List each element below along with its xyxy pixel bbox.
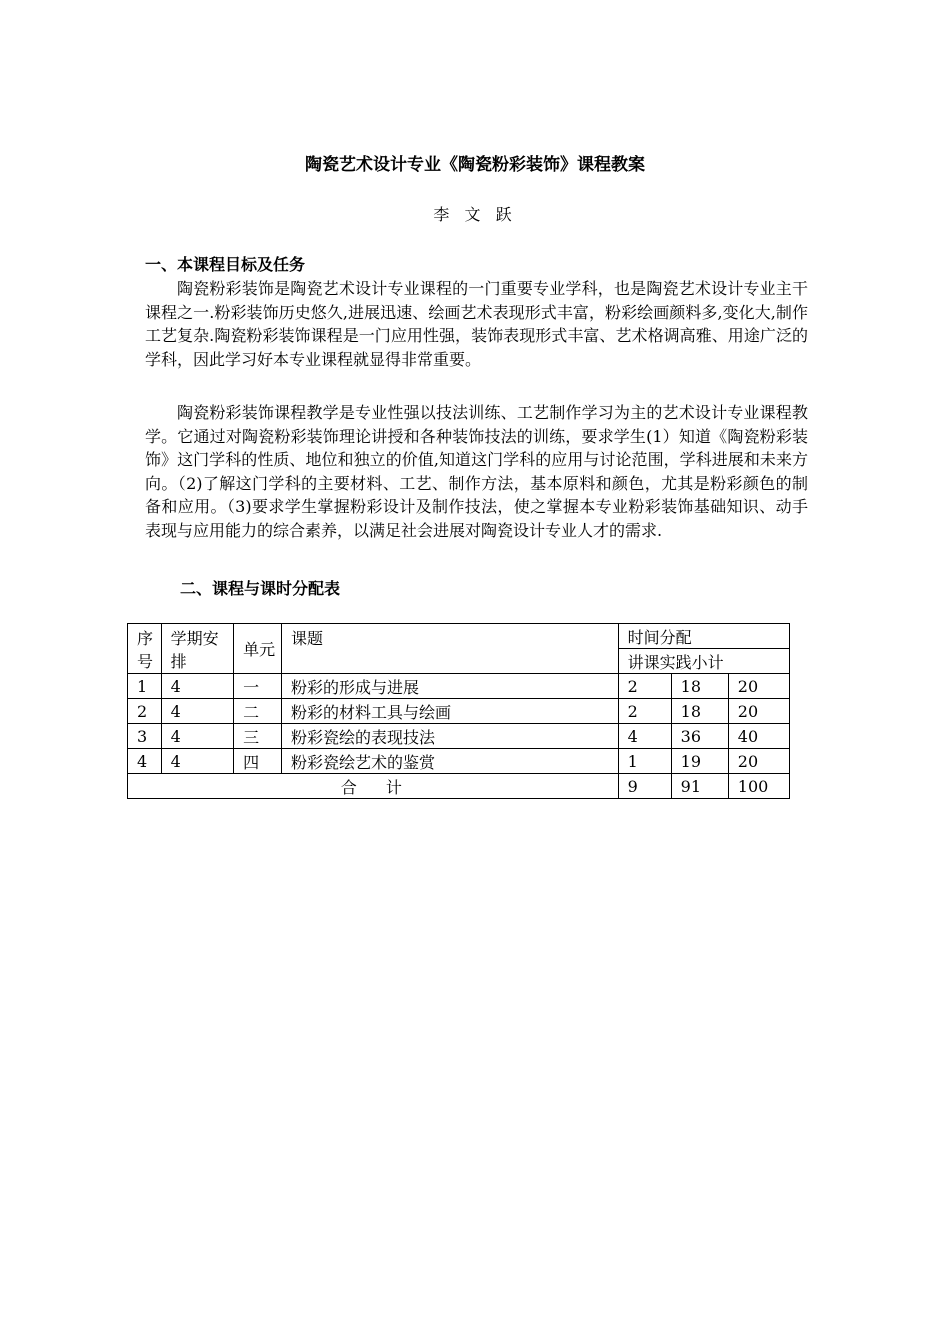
total-subtotal: 100 — [728, 774, 789, 799]
total-label: 合 计 — [128, 774, 619, 799]
schedule-table — [127, 623, 790, 799]
cell-lecture: 1 — [618, 749, 671, 774]
cell-topic: 粉彩的形成与进展 — [282, 674, 619, 699]
cell-practice: 18 — [671, 699, 728, 724]
section-heading-goals: 一、本课程目标及任务 — [145, 255, 306, 274]
table-row — [128, 724, 790, 749]
cell-topic: 粉彩的材料工具与绘画 — [282, 699, 619, 724]
cell-term: 4 — [161, 724, 233, 749]
cell-topic: 粉彩瓷绘的表现技法 — [282, 724, 619, 749]
table-header-row — [128, 624, 790, 649]
total-practice: 91 — [671, 774, 728, 799]
cell-seq: 1 — [128, 674, 162, 699]
cell-term: 4 — [161, 674, 233, 699]
document-title: 陶瓷艺术设计专业《陶瓷粉彩装饰》课程教案 — [305, 155, 645, 175]
header-term: 学期安排 — [161, 624, 233, 674]
paragraph-teaching: 陶瓷粉彩装饰课程教学是专业性强以技法训练、工艺制作学习为主的艺术设计专业课程教学。它通过对陶瓷粉彩装饰理论讲授和各种装饰技法的训练，要求学生(1）知道《陶瓷粉彩装饰》这门学科的性质、地位和独立的价值,知道这门学科的应用与讨论范围，学科进展和未来方向。（2)了解这门学科的主要材料、工艺、制作方法，基本原料和颜色，尤其是粉彩颜色的制备和应用。（3)要求学生掌握粉彩设计及制作技法，使之掌握本专业粉彩装饰基础知识、动手表现与应用能力的综合素养，以满足社会进展对陶瓷设计专业人才的需求. — [145, 403, 808, 540]
header-unit: 单元 — [234, 624, 282, 674]
table-row — [128, 674, 790, 699]
paragraph-intro: 陶瓷粉彩装饰是陶瓷艺术设计专业课程的一门重要专业学科，也是陶瓷艺术设计专业主干课程之一.粉彩装饰历史悠久,进展迅速、绘画艺术表现形式丰富，粉彩绘画颜料多,变化大,制作工艺复杂.陶瓷粉彩装饰课程是一门应用性强，装饰表现形式丰富、艺术格调高雅、用途广泛的学科，因此学习好本专业课程就显得非常重要。 — [145, 279, 808, 369]
header-topic: 课题 — [282, 624, 619, 674]
cell-seq: 2 — [128, 699, 162, 724]
cell-topic: 粉彩瓷绘艺术的鉴赏 — [282, 749, 619, 774]
cell-unit: 二 — [234, 699, 282, 724]
cell-seq: 4 — [128, 749, 162, 774]
total-lecture: 9 — [618, 774, 671, 799]
cell-term: 4 — [161, 749, 233, 774]
cell-unit: 三 — [234, 724, 282, 749]
cell-subtotal: 20 — [728, 699, 789, 724]
cell-lecture: 2 — [618, 674, 671, 699]
table-total-row — [128, 774, 790, 799]
cell-seq: 3 — [128, 724, 162, 749]
cell-lecture: 4 — [618, 724, 671, 749]
table-row — [128, 699, 790, 724]
cell-practice: 36 — [671, 724, 728, 749]
header-time: 时间分配 — [618, 624, 789, 649]
cell-term: 4 — [161, 699, 233, 724]
cell-subtotal: 20 — [728, 674, 789, 699]
cell-lecture: 2 — [618, 699, 671, 724]
section-heading-schedule: 二、课程与课时分配表 — [180, 579, 341, 598]
cell-unit: 四 — [234, 749, 282, 774]
header-time-sub: 讲课实践小计 — [618, 649, 789, 674]
cell-practice: 19 — [671, 749, 728, 774]
author-name: 李 文 跃 — [433, 205, 517, 224]
cell-practice: 18 — [671, 674, 728, 699]
header-seq: 序号 — [128, 624, 162, 674]
cell-subtotal: 40 — [728, 724, 789, 749]
cell-subtotal: 20 — [728, 749, 789, 774]
cell-unit: 一 — [234, 674, 282, 699]
table-row — [128, 749, 790, 774]
